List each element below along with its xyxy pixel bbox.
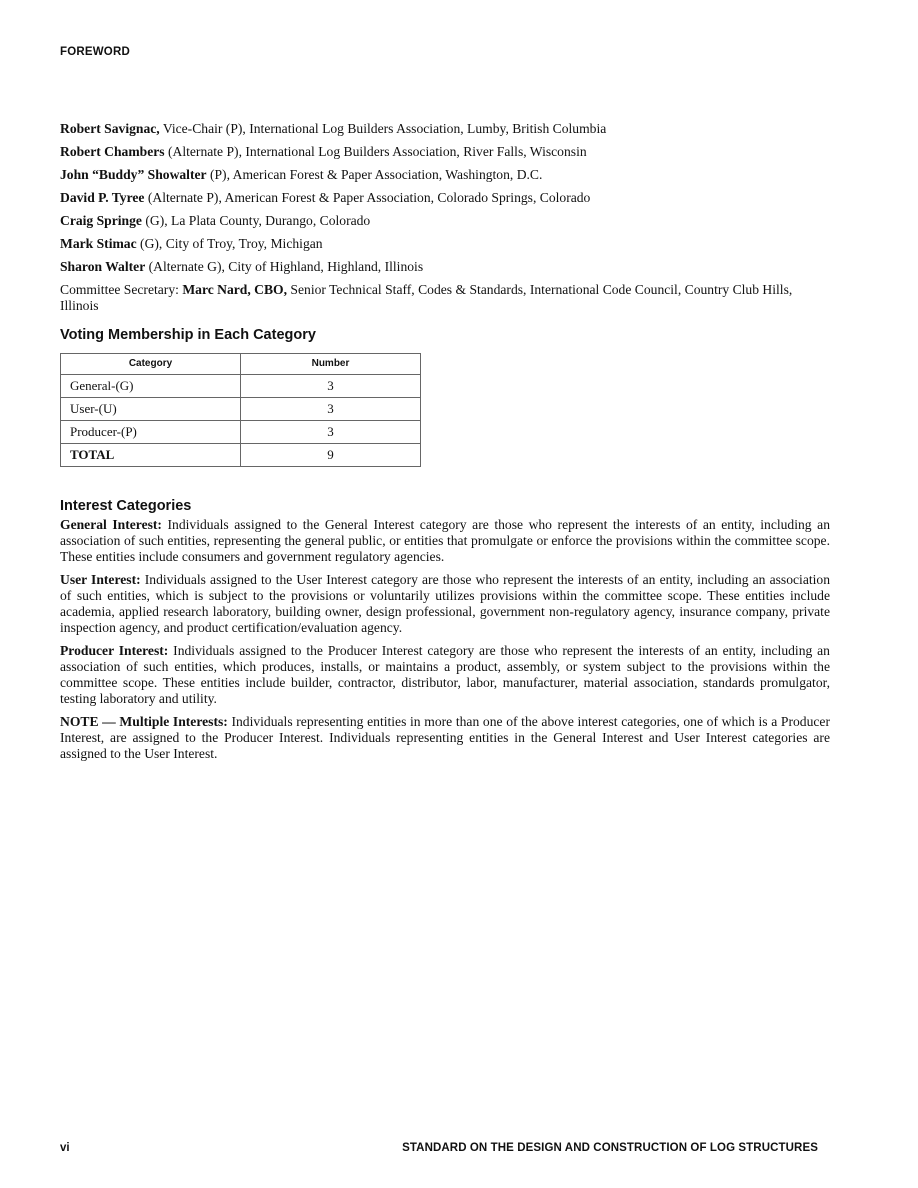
user-interest-paragraph xyxy=(60,572,830,636)
member-entry xyxy=(60,190,830,206)
secretary-prefix: Committee Secretary: xyxy=(60,282,183,297)
general-interest-paragraph xyxy=(60,517,830,565)
paragraph-term: NOTE — Multiple Interests: xyxy=(60,714,228,729)
member-entry xyxy=(60,259,830,275)
voting-membership-heading: Voting Membership in Each Category xyxy=(60,327,316,343)
paragraph-term: User Interest: xyxy=(60,572,141,587)
member-detail: (Alternate G), City of Highland, Highland, Illinois xyxy=(145,259,424,274)
member-name: Mark Stimac xyxy=(60,236,137,251)
member-detail: (G), La Plata County, Durango, Colorado xyxy=(141,213,371,228)
member-entry xyxy=(60,167,830,183)
table-row xyxy=(61,421,421,444)
running-header: FOREWORD xyxy=(60,46,130,58)
secretary-detail: Senior Technical Staff, Codes & Standards, International Code Council, Country Club Hills, Illinois xyxy=(60,282,793,313)
total-number-cell: 9 xyxy=(241,444,421,467)
paragraph-text: Individuals representing entities in more than one of the above interest categories, one of which is a Producer Interest, are assigned to the Producer Interest. Individuals representing entities in the General Interest and User Interest categories are assigned to the User Interest. xyxy=(60,714,830,761)
category-cell: User-(U) xyxy=(61,398,241,421)
category-cell: General-(G) xyxy=(61,375,241,398)
number-cell: 3 xyxy=(241,398,421,421)
member-entry xyxy=(60,236,830,252)
multiple-interests-note xyxy=(60,714,830,762)
paragraph-text: Individuals assigned to the User Interest category are those who represent the interests of an entity, including an association of such entities, which is subject to the provisions or voluntarily utilizes provisions within the committee scope. These entities include academia, applied research laboratory, building owner, design professional, government non-regulatory agency, insurance company, private inspection agency, and product certification/evaluation agency. xyxy=(60,572,831,635)
member-entry xyxy=(60,121,830,137)
table-row xyxy=(61,375,421,398)
voting-membership-table xyxy=(60,353,421,467)
category-cell: Producer-(P) xyxy=(61,421,241,444)
paragraph-term: Producer Interest: xyxy=(60,643,169,658)
total-label-cell: TOTAL xyxy=(61,444,241,467)
committee-secretary xyxy=(60,282,830,314)
paragraph-text: Individuals assigned to the Producer Interest category are those who represent the interests of an entity, including an association of such entities, which produces, installs, or maintains a product, assembly, or system subject to the provisions within the committee scope. These entities include builder, contractor, distributor, labor, manufacturer, material association, standards promulgator, testing laboratory and utility. xyxy=(60,643,830,706)
table-row xyxy=(61,398,421,421)
member-detail: (G), City of Troy, Troy, Michigan xyxy=(136,236,323,251)
number-column-header: Number xyxy=(241,354,421,375)
member-entry xyxy=(60,144,830,160)
member-entry xyxy=(60,213,830,229)
member-detail: (Alternate P), International Log Builders Association, River Falls, Wisconsin xyxy=(164,144,587,159)
member-detail: Vice-Chair (P), International Log Builders Association, Lumby, British Columbia xyxy=(159,121,607,136)
member-name: Robert Savignac, xyxy=(60,121,160,136)
member-name: John “Buddy” Showalter xyxy=(60,167,207,182)
category-column-header: Category xyxy=(61,354,241,375)
member-detail: (P), American Forest & Paper Association, Washington, D.C. xyxy=(206,167,543,182)
interest-categories-heading: Interest Categories xyxy=(60,498,192,514)
page-content xyxy=(60,121,830,769)
number-cell: 3 xyxy=(241,421,421,444)
paragraph-text: Individuals assigned to the General Interest category are those who represent the interests of an entity, including an association of such entities, representing the general public, or entities that promulgate or enforce the provisions within the committee scope. These entities include consumers and government regulatory agencies. xyxy=(60,517,830,564)
member-name: Sharon Walter xyxy=(60,259,146,274)
producer-interest-paragraph xyxy=(60,643,830,707)
number-cell: 3 xyxy=(241,375,421,398)
member-name: Craig Springe xyxy=(60,213,142,228)
member-name: David P. Tyree xyxy=(60,190,145,205)
member-list xyxy=(60,121,830,314)
secretary-name: Marc Nard, CBO, xyxy=(182,282,288,297)
page-number: vi xyxy=(60,1142,70,1154)
running-footer-title: STANDARD ON THE DESIGN AND CONSTRUCTION OF LOG STRUCTURES xyxy=(402,1142,818,1154)
member-detail: (Alternate P), American Forest & Paper Association, Colorado Springs, Colorado xyxy=(144,190,591,205)
member-name: Robert Chambers xyxy=(60,144,165,159)
total-row xyxy=(61,444,421,467)
paragraph-term: General Interest: xyxy=(60,517,162,532)
table-header-row xyxy=(61,354,421,375)
